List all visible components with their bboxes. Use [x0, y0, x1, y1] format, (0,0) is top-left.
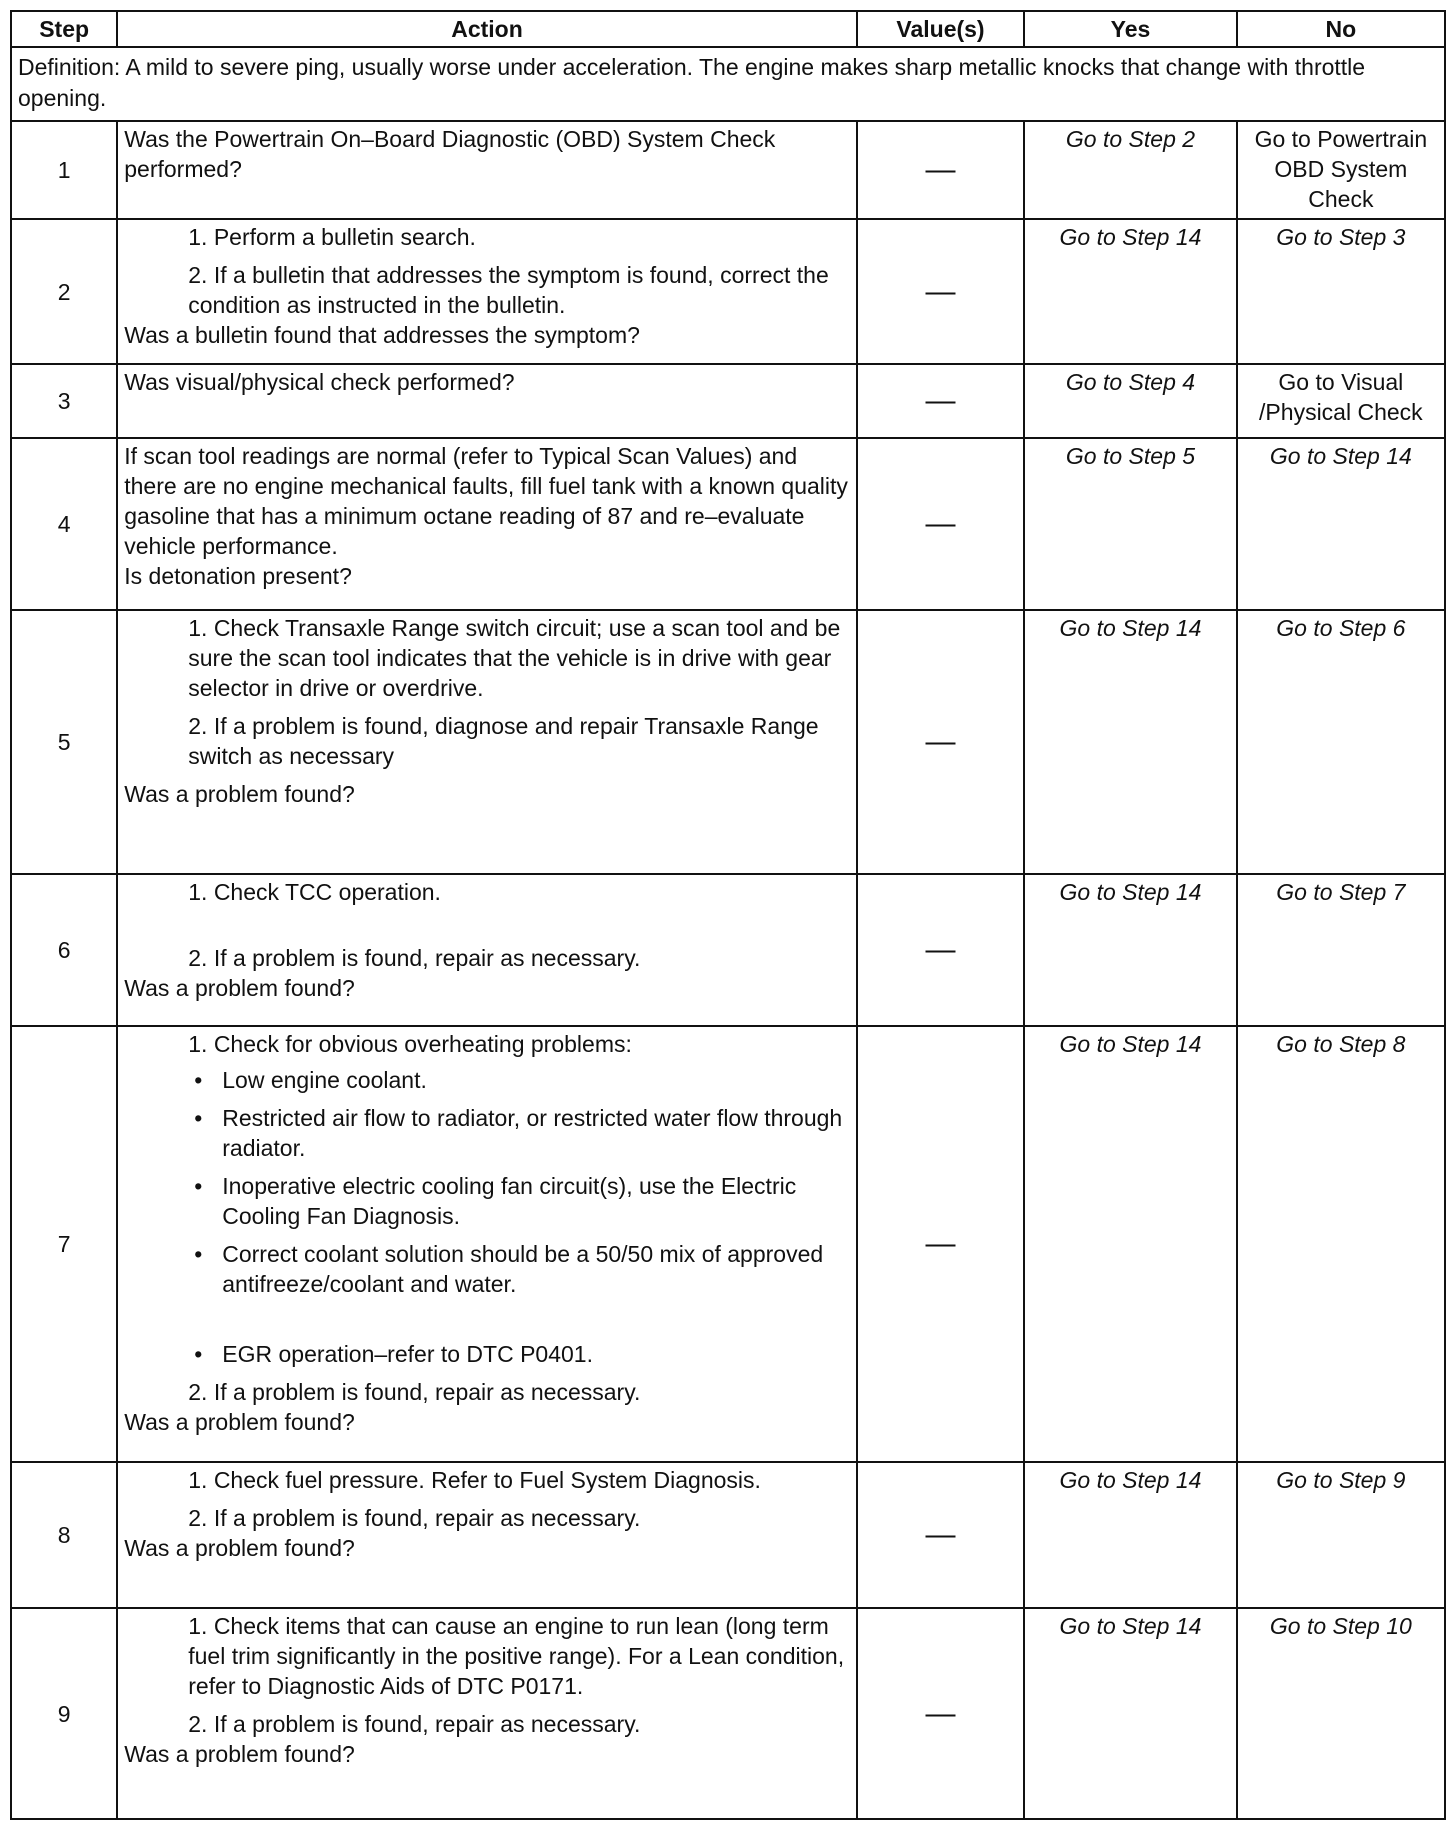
bullet-item: • Low engine coolant. [194, 1067, 427, 1093]
action-item: 1. Check fuel pressure. Refer to Fuel System Diagnosis. [188, 1467, 761, 1493]
yes-text: Go to Step 14 [1059, 615, 1202, 641]
step-number: 3 [11, 364, 117, 438]
action-question: Was a problem found? [124, 1535, 355, 1561]
yes-text: Go to Step 14 [1059, 879, 1202, 905]
action-item: 2. If a problem is found, repair as necessary. [188, 1711, 641, 1737]
table-row [11, 1026, 1445, 1462]
table-row [11, 438, 1445, 610]
value-cell: — [857, 1462, 1024, 1608]
no-cell [1237, 438, 1445, 610]
value-cell: — [857, 364, 1024, 438]
table-row [11, 1462, 1445, 1608]
no-text: Go to Step 3 [1276, 224, 1406, 250]
bullet-item: • Restricted air flow to radiator, or restricted water flow through radiator. [194, 1105, 843, 1161]
action-cell [117, 1462, 857, 1608]
action-cell [117, 1026, 857, 1462]
no-text: Go to Step 9 [1276, 1467, 1406, 1493]
definition-row [11, 47, 1445, 121]
yes-cell [1024, 438, 1237, 610]
action-item-text: 1. Check for obvious overheating problems: [188, 1031, 632, 1057]
action-item: 1. Check Transaxle Range switch circuit; use a scan tool and be sure the scan tool indicates that the vehicle is in drive with gear selector in drive or overdrive. [188, 615, 841, 701]
header-action: Action [117, 11, 857, 47]
bullet-item: • Correct coolant solution should be a 50/50 mix of approved antifreeze/coolant and water. [194, 1241, 824, 1297]
no-cell [1237, 874, 1445, 1026]
no-cell [1237, 1462, 1445, 1608]
yes-cell [1024, 121, 1237, 219]
action-item: 2. If a problem is found, repair as necessary. [188, 1505, 641, 1531]
step-number: 5 [11, 610, 117, 874]
step-number: 8 [11, 1462, 117, 1608]
action-item: 2. If a problem is found, diagnose and repair Transaxle Range switch as necessary [188, 713, 819, 769]
no-text: Go to Step 10 [1269, 1613, 1412, 1639]
no-text: Go to Step 7 [1276, 879, 1406, 905]
value-cell: — [857, 438, 1024, 610]
action-cell [117, 438, 857, 610]
action-cell [117, 1608, 857, 1819]
yes-cell [1024, 219, 1237, 364]
value-cell: — [857, 874, 1024, 1026]
action-question: Was a problem found? [124, 1741, 355, 1767]
step-number: 7 [11, 1026, 117, 1462]
action-item: 2. If a bulletin that addresses the symptom is found, correct the condition as instructed in the bulletin. [188, 262, 829, 318]
yes-cell [1024, 1462, 1237, 1608]
action-cell [117, 121, 857, 219]
value-cell: — [857, 121, 1024, 219]
table-row [11, 1608, 1445, 1819]
value-cell: — [857, 610, 1024, 874]
action-text: Was visual/physical check performed? [124, 369, 515, 395]
bullet-item: • EGR operation–refer to DTC P0401. [194, 1341, 593, 1367]
action-item [154, 1029, 850, 1369]
action-text: If scan tool readings are normal (refer to Typical Scan Values) and there are no engine mechanical faults, fill fuel tank with a known quality gasoline that has a minimum octane reading of 87 and re–evaluate vehicle performance. [124, 443, 848, 559]
action-question: Was a problem found? [124, 781, 355, 807]
no-text: Go to Step 8 [1276, 1031, 1406, 1057]
yes-text: Go to Step 5 [1065, 443, 1196, 469]
header-row [11, 11, 1445, 47]
header-step: Step [11, 11, 117, 47]
no-cell: Go to Powertrain OBD System Check [1237, 121, 1445, 219]
step-number: 9 [11, 1608, 117, 1819]
action-question: Was a bulletin found that addresses the symptom? [124, 322, 640, 348]
table-row [11, 219, 1445, 364]
action-cell [117, 874, 857, 1026]
table-row [11, 874, 1445, 1026]
yes-text: Go to Step 2 [1065, 126, 1196, 152]
action-item: 1. Check items that can cause an engine to run lean (long term fuel trim significantly in the positive range). For a Lean condition, refer to Diagnostic Aids of DTC P0171. [188, 1613, 845, 1699]
no-cell [1237, 1026, 1445, 1462]
bullet-item: • Inoperative electric cooling fan circuit(s), use the Electric Cooling Fan Diagnosis. [194, 1173, 797, 1229]
no-cell: Go to Visual /Physical Check [1237, 364, 1445, 438]
yes-cell [1024, 610, 1237, 874]
value-cell: — [857, 1026, 1024, 1462]
step-number: 1 [11, 121, 117, 219]
action-item: 2. If a problem is found, repair as necessary. [188, 945, 641, 971]
action-text: Was the Powertrain On–Board Diagnostic (OBD) System Check performed? [124, 126, 776, 182]
yes-cell [1024, 364, 1237, 438]
header-no: No [1237, 11, 1445, 47]
value-cell: — [857, 219, 1024, 364]
table-row [11, 364, 1445, 438]
action-question: Is detonation present? [124, 563, 352, 589]
yes-text: Go to Step 14 [1059, 1613, 1202, 1639]
no-text: Go to Step 6 [1276, 615, 1406, 641]
header-yes: Yes [1024, 11, 1237, 47]
yes-text: Go to Step 4 [1065, 369, 1196, 395]
action-cell [117, 610, 857, 874]
yes-text: Go to Step 14 [1059, 1467, 1202, 1493]
action-cell [117, 364, 857, 438]
yes-text: Go to Step 14 [1059, 1031, 1202, 1057]
no-cell [1237, 610, 1445, 874]
action-question: Was a problem found? [124, 975, 355, 1001]
header-values: Value(s) [857, 11, 1024, 47]
yes-cell [1024, 874, 1237, 1026]
action-item: 1. Perform a bulletin search. [188, 224, 476, 250]
definition-text: Definition: A mild to severe ping, usually worse under acceleration. The engine makes sharp metallic knocks that change with throttle opening. [11, 47, 1445, 121]
step-number: 6 [11, 874, 117, 1026]
action-cell [117, 219, 857, 364]
no-cell [1237, 1608, 1445, 1819]
step-number: 4 [11, 438, 117, 610]
yes-cell [1024, 1026, 1237, 1462]
diagnostic-table-sheet [10, 10, 1446, 1820]
table-row [11, 610, 1445, 874]
diagnostic-table [10, 10, 1446, 1820]
no-text: Go to Step 14 [1269, 443, 1412, 469]
action-item: 2. If a problem is found, repair as necessary. [188, 1379, 641, 1405]
table-row [11, 121, 1445, 219]
yes-text: Go to Step 14 [1059, 224, 1202, 250]
action-question: Was a problem found? [124, 1409, 355, 1435]
no-cell [1237, 219, 1445, 364]
action-item: 1. Check TCC operation. [188, 879, 441, 905]
step-number: 2 [11, 219, 117, 364]
yes-cell [1024, 1608, 1237, 1819]
value-cell: — [857, 1608, 1024, 1819]
